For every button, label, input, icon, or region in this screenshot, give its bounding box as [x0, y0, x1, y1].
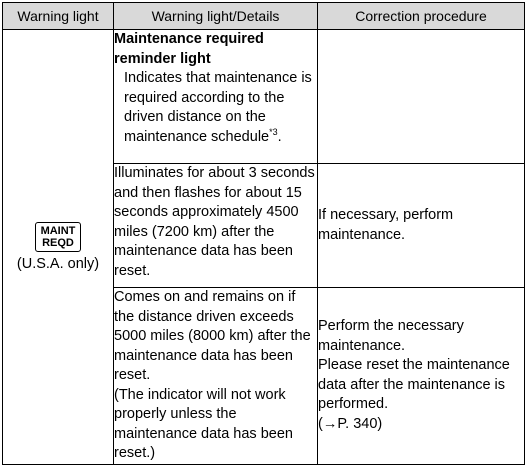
header-warning-light: Warning light	[3, 3, 114, 30]
maint-reqd-icon: MAINT REQD	[35, 222, 82, 252]
correction-cell	[318, 30, 525, 164]
footnote-mark: *3	[269, 126, 278, 137]
table-header-row	[3, 3, 525, 30]
details-cell	[114, 30, 318, 164]
correction-cell: If necessary, perform maintenance.	[318, 164, 525, 288]
warning-light-table	[2, 2, 525, 465]
region-note: (U.S.A. only)	[16, 255, 100, 272]
warning-light-cell	[3, 30, 114, 465]
header-details: Warning light/Details	[114, 3, 318, 30]
header-correction: Correction procedure	[318, 3, 525, 30]
reminder-description: Indicates that maintenance is required according to the driven distance on the maintenance schedule$^{*3}$.	[124, 70, 312, 145]
page-reference: (→P. 340)	[318, 415, 383, 432]
reminder-title: Maintenance required reminder light	[114, 31, 264, 67]
correction-cell: Perform the necessary maintenance. Please reset the maintenance data after the maintenance is performed. (→P. 340)	[318, 288, 525, 465]
table-row	[3, 30, 525, 164]
details-cell: Comes on and remains on if the distance driven exceeds 5000 miles (8000 km) after the maintenance data has been reset. (The indicator will not work properly unless the maintenance data has been reset.)	[114, 288, 318, 465]
details-cell: Illuminates for about 3 seconds and then flashes for about 15 seconds approximately 4500 miles (7200 km) after the maintenance data has been reset.	[114, 164, 318, 288]
